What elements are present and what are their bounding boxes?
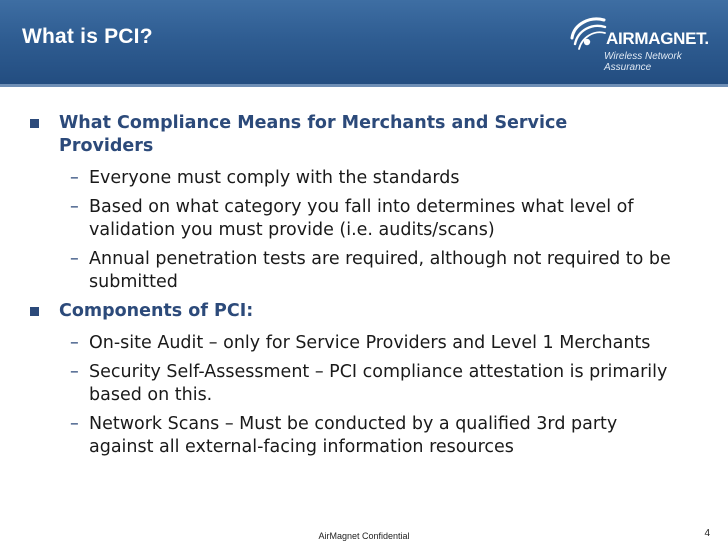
bullet-text: Components of PCI: xyxy=(59,301,254,321)
sub-bullet-item xyxy=(0,196,679,242)
dash-marker: – xyxy=(70,168,79,188)
slide-title: What is PCI? xyxy=(22,25,153,48)
dash-marker: – xyxy=(70,197,79,217)
sub-bullet-item xyxy=(0,332,679,355)
sub-bullet-text: Annual penetration tests are required, although not required to be submitted xyxy=(89,249,671,292)
footer-confidential: AirMagnet Confidential xyxy=(318,531,410,541)
slide-header xyxy=(0,0,728,84)
dash-marker: – xyxy=(70,362,79,382)
sub-bullet-item xyxy=(0,167,679,190)
square-bullet-icon xyxy=(30,307,39,316)
logo-wordmark: AIRMAGNET. xyxy=(606,29,709,48)
slide-body xyxy=(0,112,728,465)
sub-bullet-text: Security Self-Assessment – PCI compliance attestation is primarily based on this. xyxy=(89,362,668,405)
sub-bullet-text: Based on what category you fall into determines what level of validation you must provide (i.e. audits/scans) xyxy=(89,197,634,240)
sub-bullet-text: Network Scans – Must be conducted by a qualified 3rd party against all external-facing information resources xyxy=(89,414,618,457)
dash-marker: – xyxy=(70,249,79,269)
sub-bullet-text: On-site Audit – only for Service Providers and Level 1 Merchants xyxy=(89,333,651,353)
logo-tagline: Wireless Network Assurance xyxy=(604,51,682,73)
square-bullet-icon xyxy=(30,119,39,128)
dash-marker: – xyxy=(70,333,79,353)
page-number: 4 xyxy=(704,528,710,539)
sub-bullet-text: Everyone must comply with the standards xyxy=(89,168,460,188)
header-divider xyxy=(0,84,728,87)
airmagnet-logo xyxy=(566,10,716,73)
dash-marker: – xyxy=(70,414,79,434)
bullet-item xyxy=(0,300,659,323)
sub-bullet-item xyxy=(0,248,679,294)
bullet-item xyxy=(0,112,659,158)
swirl-logo-icon xyxy=(568,12,610,54)
sub-bullet-item xyxy=(0,361,679,407)
sub-bullet-item xyxy=(0,413,679,459)
bullet-text: What Compliance Means for Merchants and Service Providers xyxy=(59,113,568,156)
